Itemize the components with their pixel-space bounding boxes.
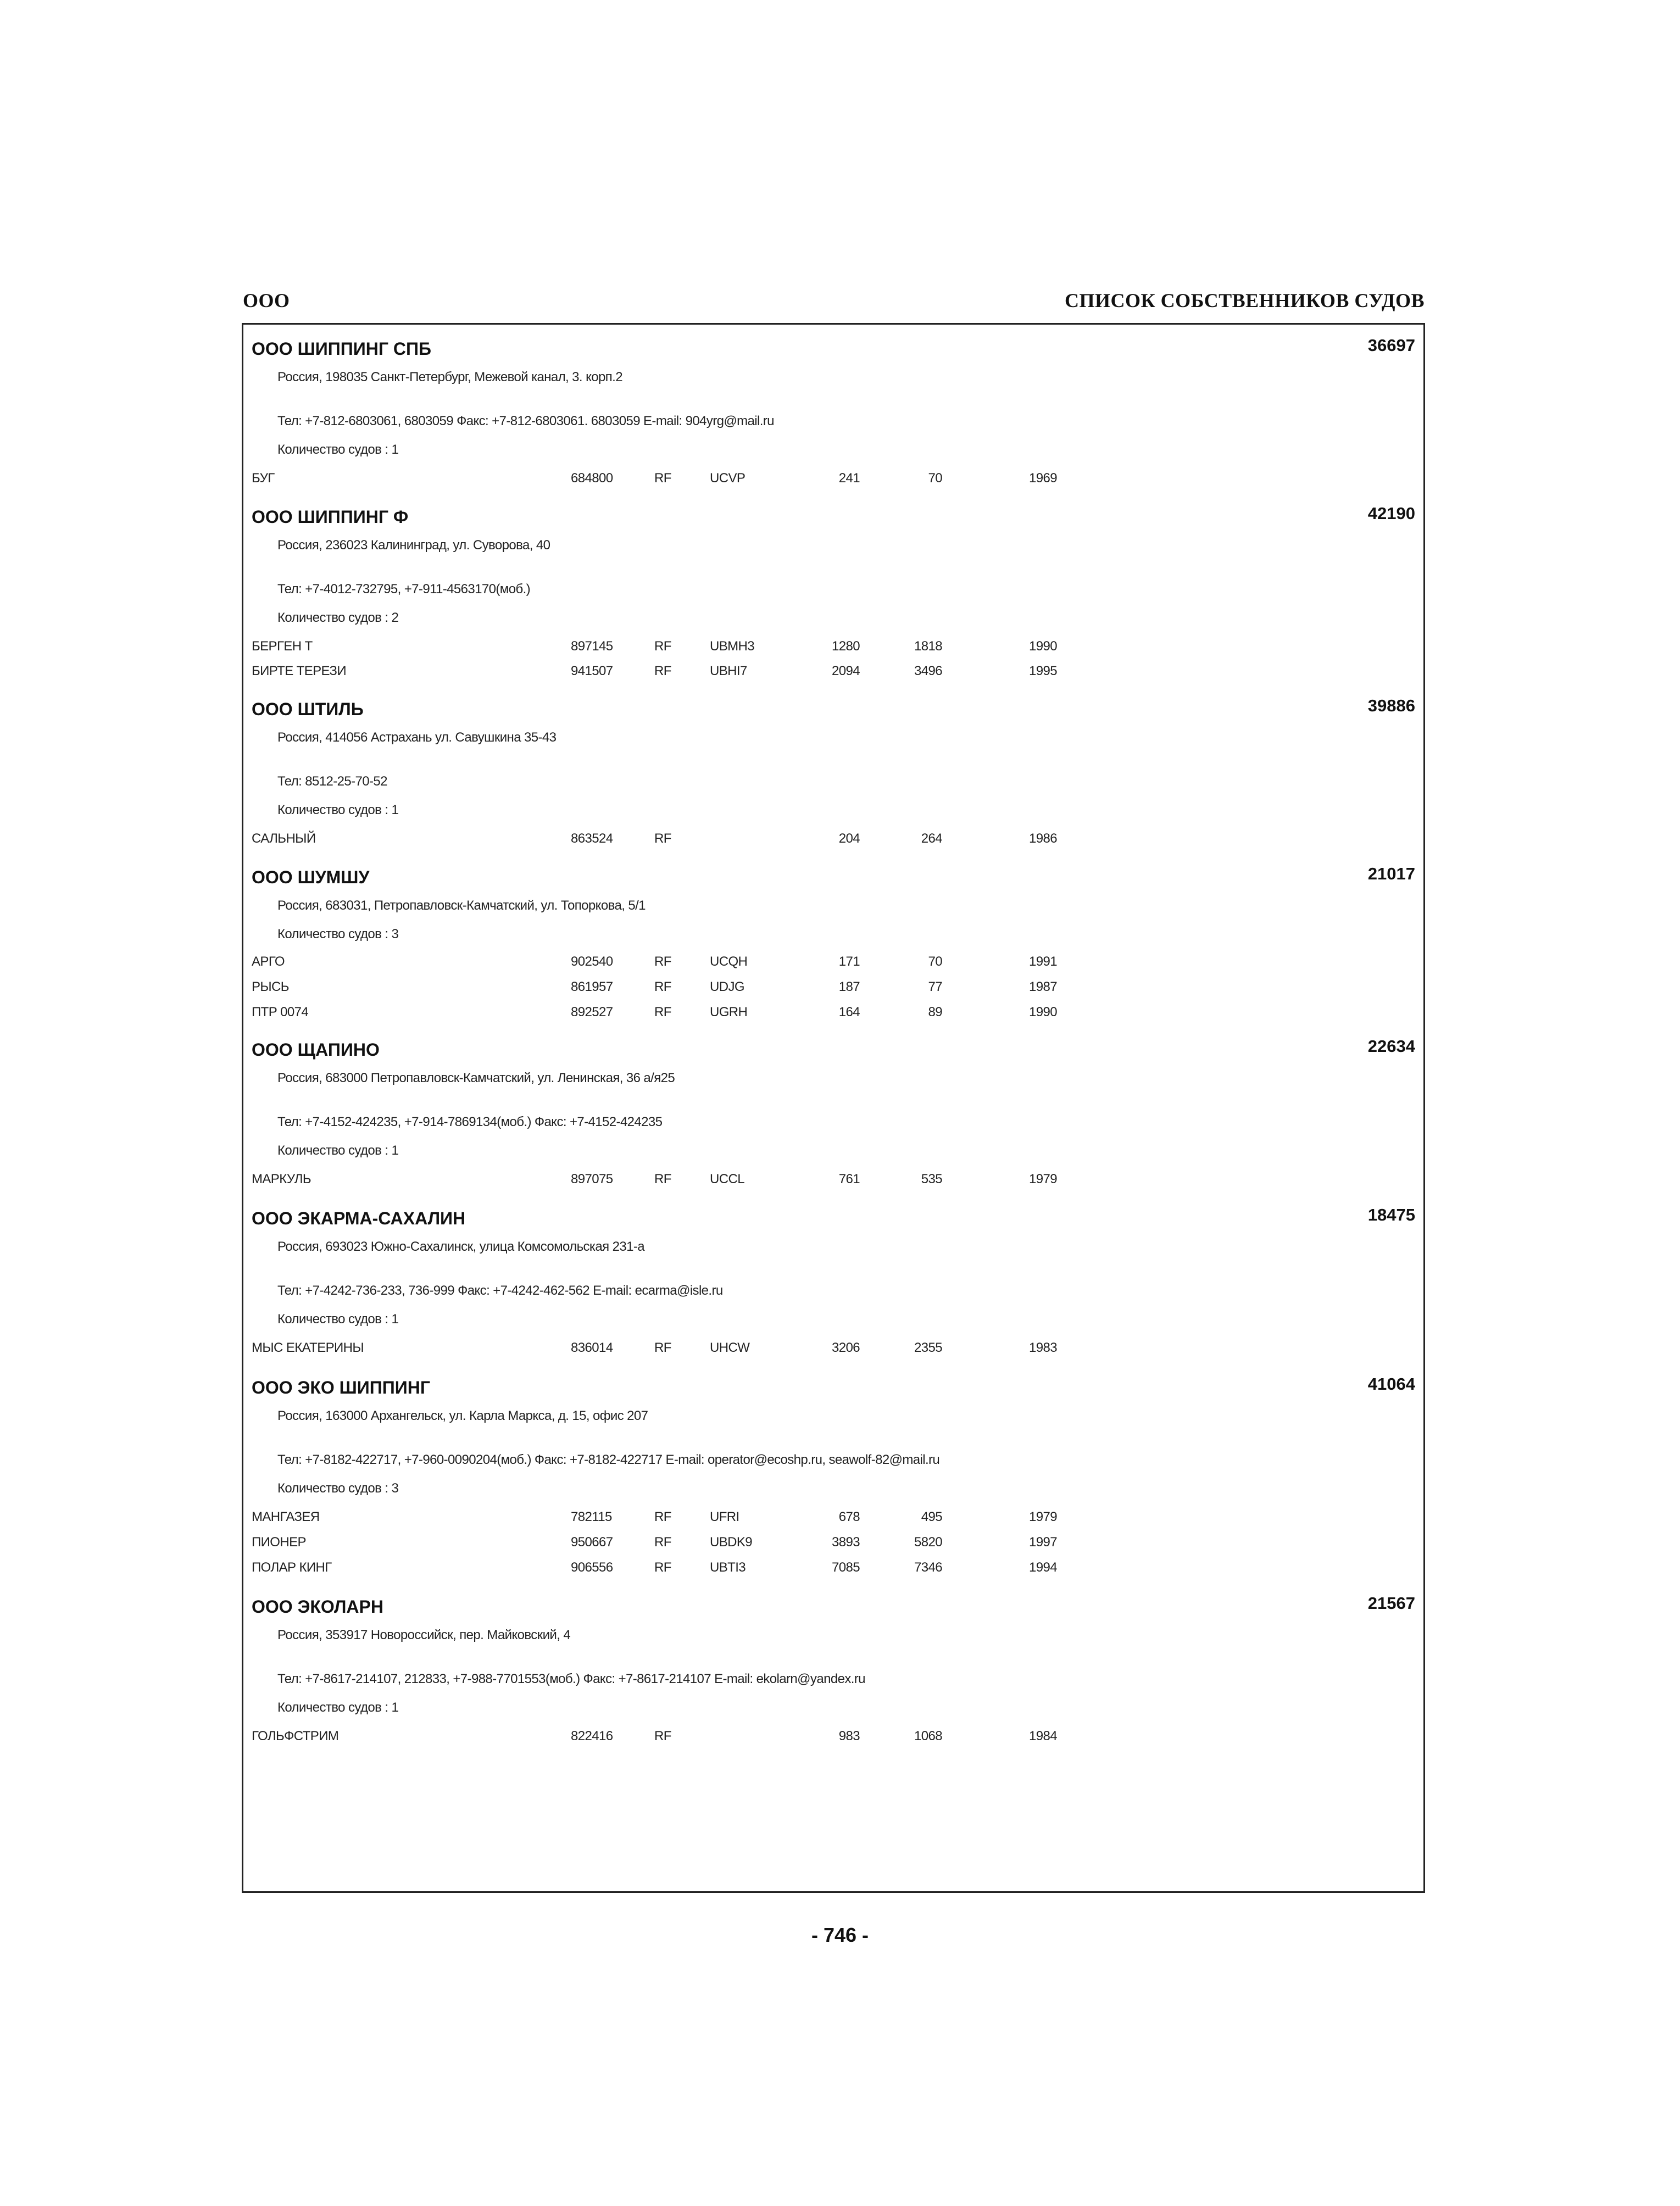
vessel-number: 863524 [571, 831, 613, 846]
company-contact: Тел: +7-4152-424235, +7-914-7869134(моб.) Факс: +7-4152-424235 [277, 1115, 663, 1129]
company-contact: Тел: +7-4012-732795, +7-911-4563170(моб.) [277, 582, 531, 597]
vessel-flag: RF [654, 1005, 671, 1020]
vessel-dwt: 535 [921, 1172, 942, 1186]
vessel-callsign: UCCL [710, 1172, 744, 1186]
vessel-gt: 171 [838, 954, 860, 969]
vessel-year: 1990 [1029, 1005, 1057, 1020]
company-code: 36697 [1367, 336, 1415, 355]
vessel-name: БУГ [252, 471, 275, 486]
running-header-title: СПИСОК СОБСТВЕННИКОВ СУДОВ [1064, 289, 1425, 311]
vessel-gt: 2094 [832, 664, 860, 678]
company-name: ООО ЭКОЛАРН [252, 1597, 383, 1617]
vessel-flag: RF [654, 1535, 671, 1550]
vessel-number: 836014 [571, 1340, 613, 1355]
vessel-dwt: 70 [928, 471, 942, 486]
company-name: ООО ЭКО ШИППИНГ [252, 1378, 431, 1397]
vessel-gt: 204 [838, 831, 860, 846]
vessel-year: 1984 [1029, 1729, 1057, 1743]
vessel-row [243, 1729, 1423, 1751]
vessel-name: МАРКУЛЬ [252, 1172, 311, 1186]
vessel-gt: 241 [838, 471, 860, 486]
vessel-number: 902540 [571, 954, 613, 969]
vessel-flag: RF [654, 1729, 671, 1743]
vessel-callsign: UBHI7 [710, 664, 747, 678]
vessel-callsign: UFRI [710, 1509, 739, 1524]
vessel-dwt: 1818 [914, 639, 942, 654]
vessel-dwt: 495 [921, 1509, 942, 1524]
vessel-count: Количество судов : 1 [277, 1312, 399, 1327]
vessel-flag: RF [654, 664, 671, 678]
vessel-row [243, 1560, 1423, 1582]
vessel-name: АРГО [252, 954, 285, 969]
page-number: - 746 - [811, 1924, 869, 1946]
vessel-flag: RF [654, 1509, 671, 1524]
company-contact: Тел: +7-4242-736-233, 736-999 Факс: +7-4242-462-562 E-mail: ecarma@isle.ru [277, 1283, 723, 1298]
vessel-name: САЛЬНЫЙ [252, 831, 316, 846]
vessel-count: Количество судов : 1 [277, 1143, 399, 1158]
vessel-name: БЕРГЕН Т [252, 639, 313, 654]
vessel-name: ПИОНЕР [252, 1535, 306, 1550]
vessel-dwt: 70 [928, 954, 942, 969]
vessel-dwt: 77 [928, 979, 942, 994]
vessel-row [243, 979, 1423, 1001]
company-address: Россия, 693023 Южно-Сахалинск, улица Комсомольская 231-а [277, 1239, 644, 1254]
company-code: 39886 [1367, 696, 1415, 715]
vessel-callsign: UDJG [710, 979, 744, 994]
vessel-name: МЫС ЕКАТЕРИНЫ [252, 1340, 364, 1355]
company-name: ООО ШИППИНГ Ф [252, 507, 409, 527]
vessel-flag: RF [654, 954, 671, 969]
vessel-number: 782115 [571, 1509, 612, 1524]
company-name: ООО ШТИЛЬ [252, 699, 364, 719]
vessel-gt: 3893 [832, 1535, 860, 1550]
vessel-name: МАНГАЗЕЯ [252, 1509, 320, 1524]
vessel-number: 822416 [571, 1729, 613, 1743]
vessel-gt: 678 [838, 1509, 860, 1524]
company-address: Россия, 236023 Калининград, ул. Суворова, 40 [277, 538, 550, 553]
company-address: Россия, 414056 Астрахань ул. Савушкина 35-43 [277, 730, 557, 745]
vessel-year: 1983 [1029, 1340, 1057, 1355]
vessel-callsign: UHCW [710, 1340, 750, 1355]
vessel-gt: 1280 [832, 639, 860, 654]
vessel-dwt: 1068 [914, 1729, 942, 1743]
vessel-dwt: 7346 [914, 1560, 942, 1575]
vessel-year: 1987 [1029, 979, 1057, 994]
vessel-callsign: UBMH3 [710, 639, 755, 654]
vessel-count: Количество судов : 1 [277, 803, 399, 817]
vessel-year: 1969 [1029, 471, 1057, 486]
vessel-dwt: 5820 [914, 1535, 942, 1550]
company-contact: Тел: 8512-25-70-52 [277, 774, 387, 789]
vessel-row [243, 1005, 1423, 1027]
vessel-flag: RF [654, 471, 671, 486]
vessel-name: ПОЛАР КИНГ [252, 1560, 332, 1575]
company-code: 22634 [1367, 1037, 1415, 1056]
vessel-row [243, 471, 1423, 493]
vessel-callsign: UBDK9 [710, 1535, 753, 1550]
vessel-gt: 761 [838, 1172, 860, 1186]
vessel-number: 684800 [571, 471, 613, 486]
vessel-gt: 164 [838, 1005, 860, 1020]
vessel-number: 950667 [571, 1535, 613, 1550]
vessel-year: 1991 [1029, 954, 1057, 969]
vessel-callsign: UCQH [710, 954, 748, 969]
vessel-flag: RF [654, 831, 671, 846]
vessel-flag: RF [654, 979, 671, 994]
vessel-name: РЫСЬ [252, 979, 289, 994]
company-name: ООО ЭКАРМА-САХАЛИН [252, 1208, 466, 1228]
vessel-dwt: 89 [928, 1005, 942, 1020]
company-address: Россия, 683000 Петропавловск-Камчатский, ул. Ленинская, 36 а/я25 [277, 1071, 675, 1085]
vessel-dwt: 2355 [914, 1340, 942, 1355]
company-name: ООО ШУМШУ [252, 867, 370, 887]
vessel-row [243, 1509, 1423, 1531]
vessel-count: Количество судов : 3 [277, 1481, 399, 1496]
vessel-name: ПТР 0074 [252, 1005, 309, 1020]
company-code: 41064 [1367, 1374, 1415, 1394]
vessel-year: 1995 [1029, 664, 1057, 678]
vessel-row [243, 1535, 1423, 1557]
vessel-flag: RF [654, 1172, 671, 1186]
vessel-flag: RF [654, 639, 671, 654]
vessel-year: 1997 [1029, 1535, 1057, 1550]
vessel-number: 897075 [571, 1172, 613, 1186]
vessel-count: Количество судов : 3 [277, 927, 399, 942]
vessel-year: 1994 [1029, 1560, 1057, 1575]
company-contact: Тел: +7-812-6803061, 6803059 Факс: +7-812-6803061. 6803059 E-mail: 904yrg@mail.ru [277, 414, 774, 428]
vessel-callsign: UCVP [710, 471, 746, 486]
vessel-number: 897145 [571, 639, 613, 654]
vessel-row [243, 954, 1423, 976]
vessel-row [243, 664, 1423, 686]
vessel-row [243, 831, 1423, 853]
vessel-count: Количество судов : 1 [277, 1700, 399, 1715]
vessel-gt: 187 [838, 979, 860, 994]
vessel-number: 941507 [571, 664, 613, 678]
running-header-left: ООО [243, 289, 290, 311]
vessel-year: 1990 [1029, 639, 1057, 654]
owner-list-frame [242, 323, 1425, 1893]
company-code: 18475 [1367, 1205, 1415, 1224]
vessel-callsign: UBTI3 [710, 1560, 746, 1575]
vessel-number: 892527 [571, 1005, 613, 1020]
company-address: Россия, 353917 Новороссийск, пер. Майковский, 4 [277, 1628, 571, 1642]
vessel-dwt: 264 [921, 831, 942, 846]
company-contact: Тел: +7-8617-214107, 212833, +7-988-7701553(моб.) Факс: +7-8617-214107 E-mail: ekolarn@yandex.ru [277, 1672, 865, 1686]
company-name: ООО ШИППИНГ СПБ [252, 339, 431, 359]
vessel-row [243, 639, 1423, 661]
vessel-year: 1979 [1029, 1509, 1057, 1524]
vessel-count: Количество судов : 1 [277, 442, 399, 457]
company-address: Россия, 163000 Архангельск, ул. Карла Маркса, д. 15, офис 207 [277, 1408, 648, 1423]
company-address: Россия, 198035 Санкт-Петербург, Межевой канал, 3. корп.2 [277, 370, 622, 385]
company-code: 21567 [1367, 1594, 1415, 1613]
vessel-name: ГОЛЬФСТРИМ [252, 1729, 339, 1743]
vessel-name: БИРТЕ ТЕРЕЗИ [252, 664, 346, 678]
company-code: 21017 [1367, 864, 1415, 883]
vessel-gt: 983 [838, 1729, 860, 1743]
company-code: 42190 [1367, 504, 1415, 523]
vessel-flag: RF [654, 1560, 671, 1575]
company-address: Россия, 683031, Петропавловск-Камчатский, ул. Топоркова, 5/1 [277, 898, 646, 913]
vessel-year: 1986 [1029, 831, 1057, 846]
vessel-gt: 7085 [832, 1560, 860, 1575]
vessel-count: Количество судов : 2 [277, 610, 399, 625]
vessel-row [243, 1172, 1423, 1194]
company-contact: Тел: +7-8182-422717, +7-960-0090204(моб.) Факс: +7-8182-422717 E-mail: operator@ecoshp.ru, seawolf-82@mail.ru [277, 1452, 940, 1467]
vessel-number: 906556 [571, 1560, 613, 1575]
vessel-year: 1979 [1029, 1172, 1057, 1186]
vessel-row [243, 1340, 1423, 1362]
vessel-dwt: 3496 [914, 664, 942, 678]
vessel-callsign: UGRH [710, 1005, 748, 1020]
vessel-flag: RF [654, 1340, 671, 1355]
vessel-gt: 3206 [832, 1340, 860, 1355]
company-name: ООО ЩАПИНО [252, 1040, 380, 1060]
vessel-number: 861957 [571, 979, 613, 994]
